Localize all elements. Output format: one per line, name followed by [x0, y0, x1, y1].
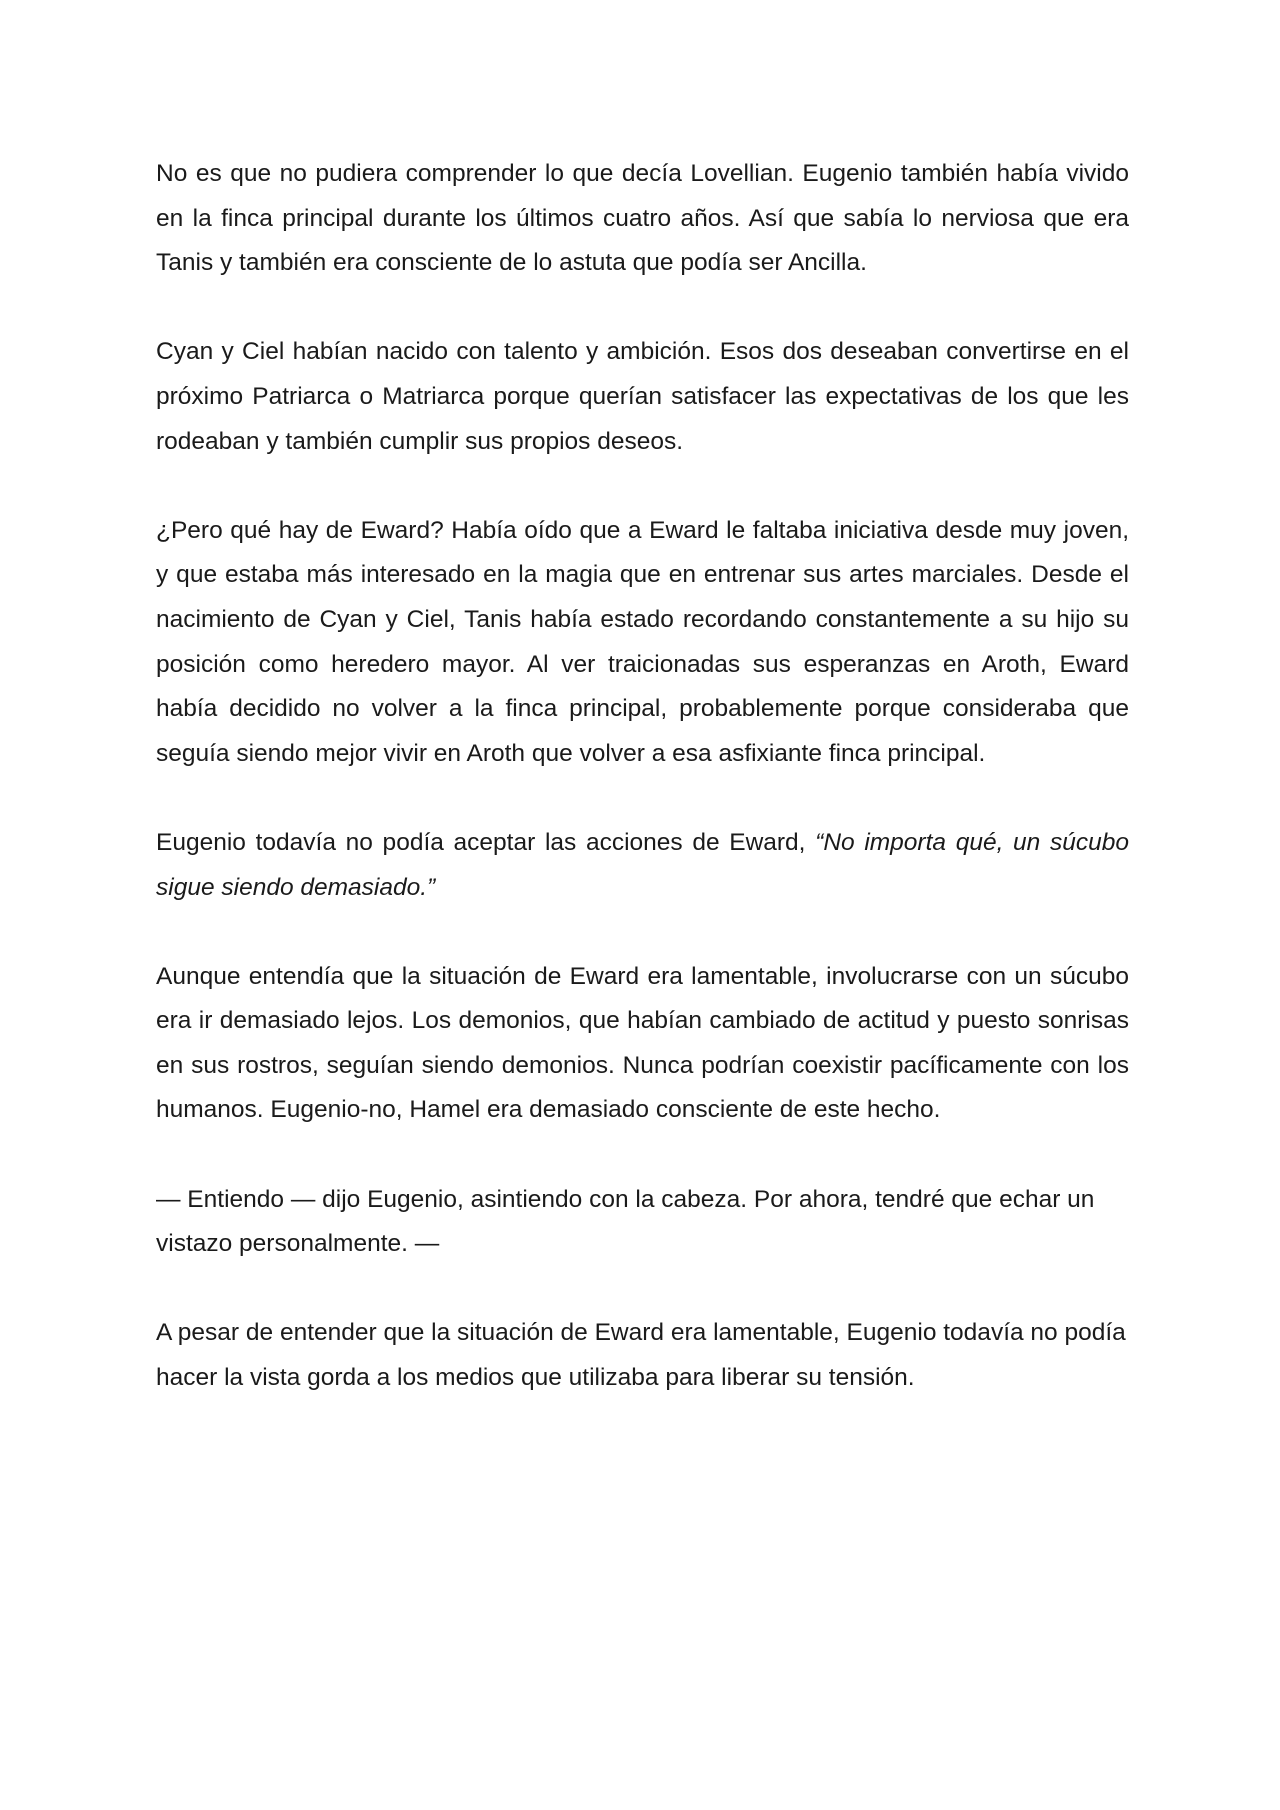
paragraph-4-text: Eugenio todavía no podía aceptar las acciones de Eward, — [156, 828, 816, 856]
paragraph-1: No es que no pudiera comprender lo que decía Lovellian. Eugenio también había vivido en la finca principal durante los últimos cuatro años. Así que sabía lo nerviosa que era Tanis y también era consciente de lo astuta que podía ser Ancilla. — [156, 160, 1129, 277]
paragraph-3: ¿Pero qué hay de Eward? Había oído que a Eward le faltaba iniciativa desde muy joven, y que estaba más interesado en la magia que en entrenar sus artes marciales. Desde el nacimiento de Cyan y Ciel, Tanis había estado recordando constantemente a su hijo su posición como heredero mayor. Al ver traicionadas sus esperanzas en Aroth, Eward había decidido no volver a la finca principal, probablemente porque consideraba que seguía siendo mejor vivir en Aroth que volver a esa asfixiante finca principal. — [156, 516, 1129, 767]
document-body — [156, 152, 1129, 1445]
paragraph-7: A pesar de entender que la situación de Eward era lamentable, Eugenio todavía no podía hacer la vista gorda a los medios que utilizaba para liberar su tensión. — [156, 1319, 1126, 1392]
paragraph-5: Aunque entendía que la situación de Eward era lamentable, involucrarse con un súcubo era ir demasiado lejos. Los demonios, que habían cambiado de actitud y puesto sonrisas en sus rostros, seguían siendo demonios. Nunca podrían coexistir pacíficamente con los humanos. Eugenio-no, Hamel era demasiado consciente de este hecho. — [156, 962, 1129, 1124]
paragraph-4 — [156, 821, 1129, 910]
paragraph-2: Cyan y Ciel habían nacido con talento y ambición. Esos dos deseaban convertirse en el próximo Patriarca o Matriarca porque querían satisfacer las expectativas de los que les rodeaban y también cumplir sus propios deseos. — [156, 338, 1129, 455]
paragraph-6: — Entiendo — dijo Eugenio, asintiendo con la cabeza. Por ahora, tendré que echar un vistazo personalmente. — — [156, 1185, 1095, 1258]
paragraph-4-italic-quote: “No importa qué, un súcubo sigue siendo demasiado.” — [156, 828, 1129, 901]
